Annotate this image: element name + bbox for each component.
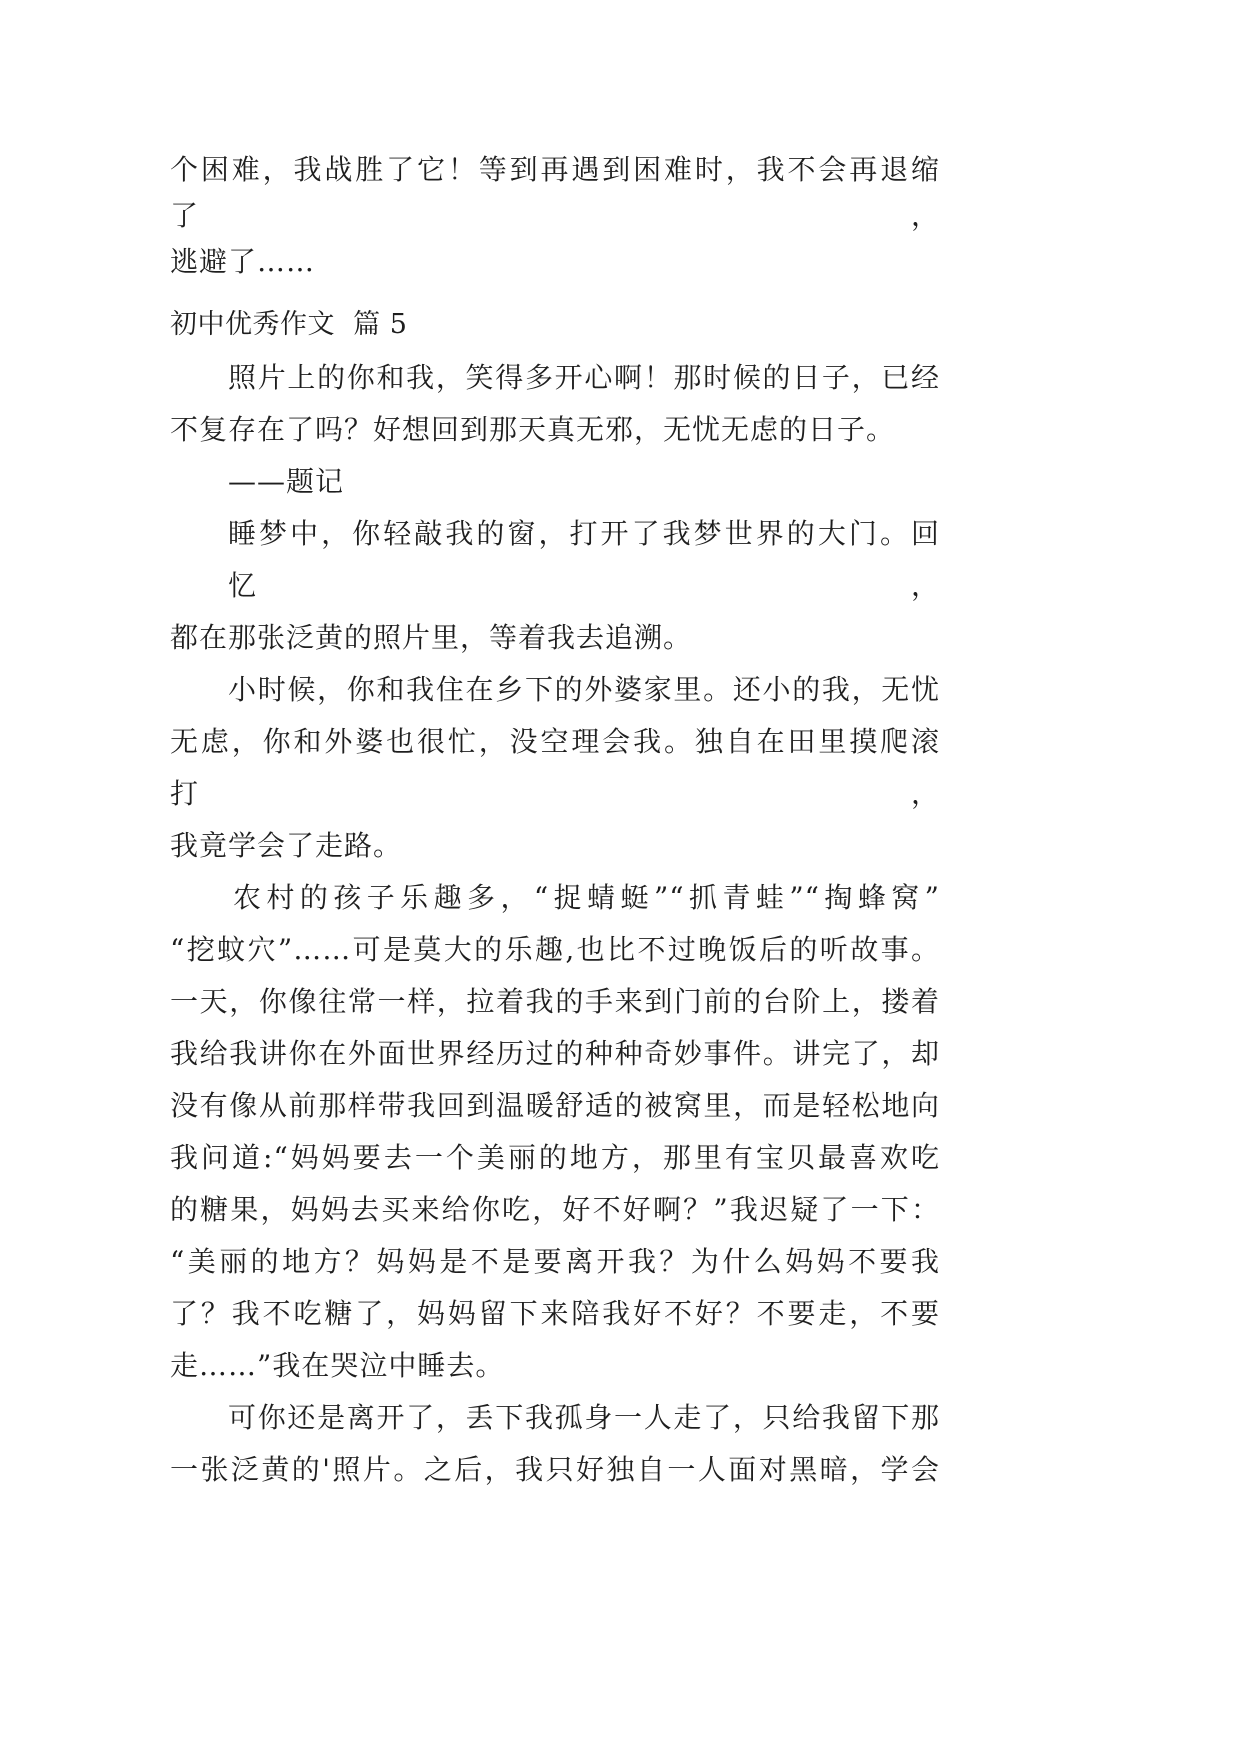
text-line: 照片上的你和我，笑得多开心啊！那时候的日子，已经 [228,361,940,394]
text-line: 的糖果，妈妈去买来给你吃，好不好啊？”我迟疑了一下： [170,1193,940,1226]
text-line: 我问道:“妈妈要去一个美丽的地方，那里有宝贝最喜欢吃 [170,1141,940,1174]
text-line: 没有像从前那样带我回到温暖舒适的被窝里，而是轻松地向 [170,1089,940,1122]
text-line: 都在那张泛黄的照片里，等着我去追溯。 [170,621,693,654]
text-line: 不复存在了吗？好想回到那天真无邪，无忧无虑的日子。 [170,413,896,446]
text-line: 无虑，你和外婆也很忙，没空理会我。独自在田里摸爬滚打， [170,725,940,810]
text-line: 小时候，你和我住在乡下的外婆家里。还小的我，无忧 [228,673,940,706]
text-line: 走……”我在哭泣中睡去。 [170,1349,505,1382]
text-line: 了？我不吃糖了，妈妈留下来陪我好不好？不要走，不要 [170,1297,940,1330]
text-line: 个困难，我战胜了它！等到再遇到困难时，我不会再退缩了， [170,153,940,232]
text-line: ——题记 [228,465,345,498]
paragraph [170,872,940,1392]
essay-body [170,352,940,1496]
text-line: 农村的孩子乐趣多，“捉蜻蜓”“抓青蛙”“掏蜂窝” [233,881,940,914]
essay-heading: 初中优秀作文 篇 5 [170,309,408,340]
text-line: “挖蚊穴”……可是莫大的乐趣,也比不过晚饭后的听故事。 [170,933,940,966]
text-line: 一张泛黄的'照片。之后，我只好独自一人面对黑暗，学会 [170,1453,940,1486]
paragraph [170,664,940,872]
text-line: 一天，你像往常一样，拉着我的手来到门前的台阶上，搂着 [170,985,940,1018]
text-line: 逃避了…… [170,245,316,278]
text-line: 睡梦中，你轻敲我的窗，打开了我梦世界的大门。回忆， [228,517,940,602]
paragraph [170,508,940,664]
text-line: 可你还是离开了，丢下我孤身一人走了，只给我留下那 [228,1401,940,1434]
text-line: 我给我讲你在外面世界经历过的种种奇妙事件。讲完了，却 [170,1037,940,1070]
text-line: “美丽的地方？妈妈是不是要离开我？为什么妈妈不要我 [170,1245,940,1278]
continued-paragraph [170,147,940,285]
text-line: 我竟学会了走路。 [170,829,403,862]
epigraph-note [170,456,940,508]
paragraph [170,352,940,456]
paragraph [170,1392,940,1496]
